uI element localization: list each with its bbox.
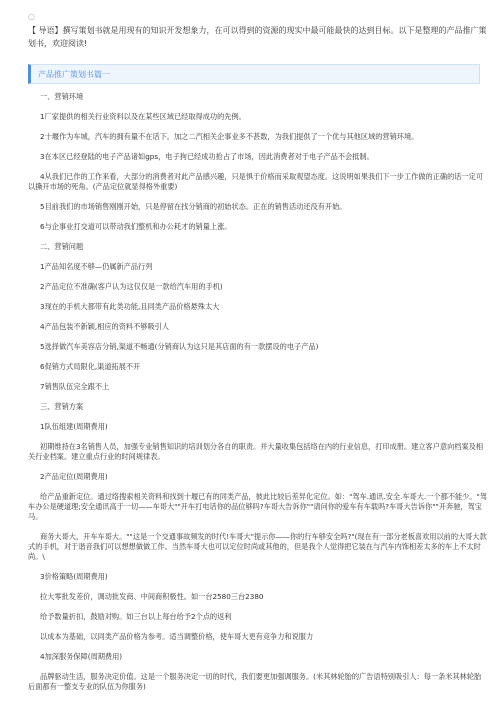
paragraph-line: 拉大零批发差价，调动批发商、中间商积极性。如一台2580三台2380: [40, 592, 264, 601]
paragraph-line: 2产品定位不准确(客户认为这仅仅是一款给汽车用的手机): [40, 282, 223, 291]
paragraph-line: 1产品知名度不够—仍属新产品行列: [40, 262, 153, 271]
paragraph-line: 1厂家提供的相关行业资料以及在某些区域已经取得成功的先例。: [40, 112, 246, 121]
paragraph-line: 2产品定位(周期费用): [40, 472, 108, 481]
paragraph-line: 4加深服务保障(周期费用): [40, 652, 123, 661]
paragraph-line: 5目前我们的市场销售刚刚开始，只是停留在找分销商的初始状态。正在的销售活动还没有开始。: [40, 202, 347, 211]
paragraph-line: 给产品重新定位。通过络搜索相关资料和找到十堰已有的同类产品，彼此比较后差异化定位。如："驾车.通讯.安全.车哥大.一个都不能少。"驾车办公是硬道理;安全通讯高于一切——车哥大""开车打电话你的品位够吗?车哥大告诉你""请问你的爱车有车载吗?车哥大告诉你""开奔驰，驾宝马。: [28, 492, 488, 521]
paragraph-line: 5选择做汽车美容店分销,渠道不畅通(分销商认为这只是其店面的有一款摆设的电子产品): [40, 342, 319, 351]
paragraph-line: 6促销方式局限化,渠道拓展不开: [40, 362, 141, 371]
paragraph-line: 给予数量折扣，鼓励对购。如三台以上每台给予2个点的返利: [40, 612, 232, 621]
intro-text: 撰写策划书就是用现有的知识开发想象力，在可以得到的资源的现实中最可能最快的达到目标。以下是整理的产品推广策划书，欢迎阅读!: [28, 26, 487, 48]
paragraph-line: 6与企事业打交道可以带动我们整机和办公耗才的销量上涨。: [40, 222, 232, 231]
article-body: [28, 92, 488, 702]
paragraph-line: 3价格策略(周期费用): [40, 572, 108, 581]
section-banner-title: 产品推广策划书篇一: [38, 70, 110, 79]
paragraph-line: 品牌驱动生活，服务决定价值。这是一个服务决定一切的时代，我们要更加强调服务。(米其林轮胎的广告语特别吸引人：每一条米其林轮胎后面都有一整支专业的队伍为你服务): [28, 672, 482, 691]
bullet-dot: ○: [28, 12, 35, 21]
paragraph-line: 三、营销方案: [40, 402, 84, 411]
paragraph-line: 商务大哥大，开车车哥大。""这是一个交通事故频发的时代!车哥大"提示你——你的行车够安全吗?"(现在有一部分老板喜欢用以前的大哥大款式的手机，对于谐音我们可以想想做做工作。当然车哥大也可以定位时尚或其他的，但是我个人觉得把它装在与汽车内饰相差太多的车上不太时尚。\: [28, 532, 487, 561]
intro-paragraph: [28, 24, 488, 50]
paragraph-line: 3现在的手机大都带有此类功能,且同类产品价格悬殊太大: [40, 302, 220, 311]
paragraph-line: 一、营销环境: [40, 92, 84, 101]
section-banner: [28, 64, 480, 84]
intro-tag: 【 导语】: [28, 26, 63, 35]
paragraph-line: 2十堰作为车城，汽车的拥有量不在话下。加之二汽相关企事业多不甚数，为我们提供了一个优与其他区域的营销环境。: [40, 132, 419, 141]
paragraph-line: 3在本区已经登陆的电子产品诸如gps，电子狗已经成功抢占了市场，因此消费者对于电子产品不会抵制。: [40, 152, 374, 161]
paragraph-line: 1队伍组建(周期费用): [40, 422, 108, 431]
paragraph-line: 以成本为基础，以同类产品价格为参考。适当调整价格，使车哥大更有竞争力和说服力: [40, 632, 314, 641]
paragraph-line: 二、营销问题: [40, 242, 84, 251]
paragraph-line: 7销售队伍完全跟不上: [40, 382, 110, 391]
paragraph-line: 初期维持在3名销售人员，加强专业销售知识的培训划分各自的职责。并大量收集包括络在内的行业信息，打印成册。建立客户意向档案及相关行业档案。建立重点行业的时间规律表。: [28, 442, 484, 461]
paragraph-line: 4从我们已作的工作来看，大部分的消费者对此产品感兴趣，只是惧于价格而采取观望态度。这说明如果我们下一步工作做的正确的话一定可以撕开市场的死角。(产品定位就显得格外重要): [28, 172, 484, 191]
paragraph-line: 4产品包装不新颖,相应的资料不够吸引人: [40, 322, 170, 331]
